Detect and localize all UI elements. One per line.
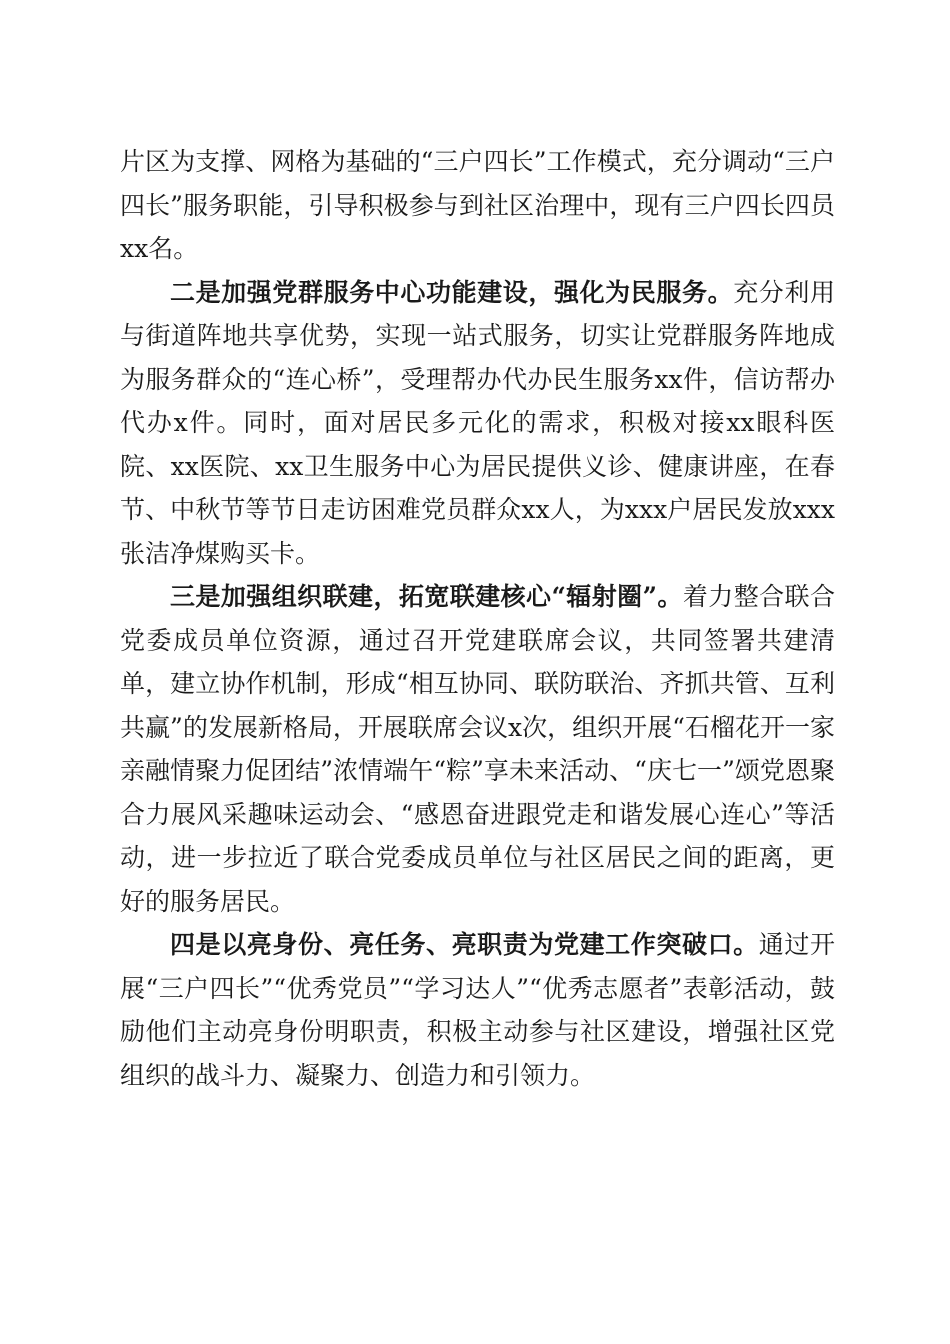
paragraph-4 [120,923,835,1097]
document-body [120,140,835,1097]
paragraph-1-body: 片区为支撑、网格为基础的“三户四长”工作模式，充分调动“三户四长”服务职能，引导积极参与到社区治理中，现有三户四长四员xx名。 [120,147,835,263]
paragraph-1 [120,140,835,271]
paragraph-2-heading: 二是加强党群服务中心功能建设，强化为民服务。 [170,277,734,307]
paragraph-2 [120,271,835,576]
paragraph-3-heading: 三是加强组织联建，拓宽联建核心“辐射圈”。 [170,582,683,611]
paragraph-2-body: 充分利用与街道阵地共享优势，实现一站式服务，切实让党群服务阵地成为服务群众的“连心桥”，受理帮办代办民生服务xx件，信访帮办代办x件。同时，面对居民多元化的需求，积极对接xx眼科医院、xx医院、xx卫生服务中心为居民提供义诊、健康讲座，在春节、中秋节等节日走访困难党员群众xx人，为xxx户居民发放xxx张洁净煤购买卡。 [120,277,835,568]
paragraph-3-body: 着力整合联合党委成员单位资源，通过召开党建联席会议，共同签署共建清单，建立协作机制，形成“相互协同、联防联治、齐抓共管、互利共赢”的发展新格局，开展联席会议x次，组织开展“石榴花开一家亲融情聚力促团结”浓情端午“粽”享未来活动、“庆七一”颂党恩聚合力展风采趣味运动会、“感恩奋进跟党走和谐发展心连心”等活动，进一步拉近了联合党委成员单位与社区居民之间的距离，更好的服务居民。 [120,582,835,916]
paragraph-4-body: 通过开展“三户四长”“优秀党员”“学习达人”“优秀志愿者”表彰活动，鼓励他们主动亮身份明职责，积极主动参与社区建设，增强社区党组织的战斗力、凝聚力、创造力和引领力。 [120,930,835,1090]
paragraph-3 [120,575,835,923]
paragraph-4-heading: 四是以亮身份、亮任务、亮职责为党建工作突破口。 [170,930,759,959]
